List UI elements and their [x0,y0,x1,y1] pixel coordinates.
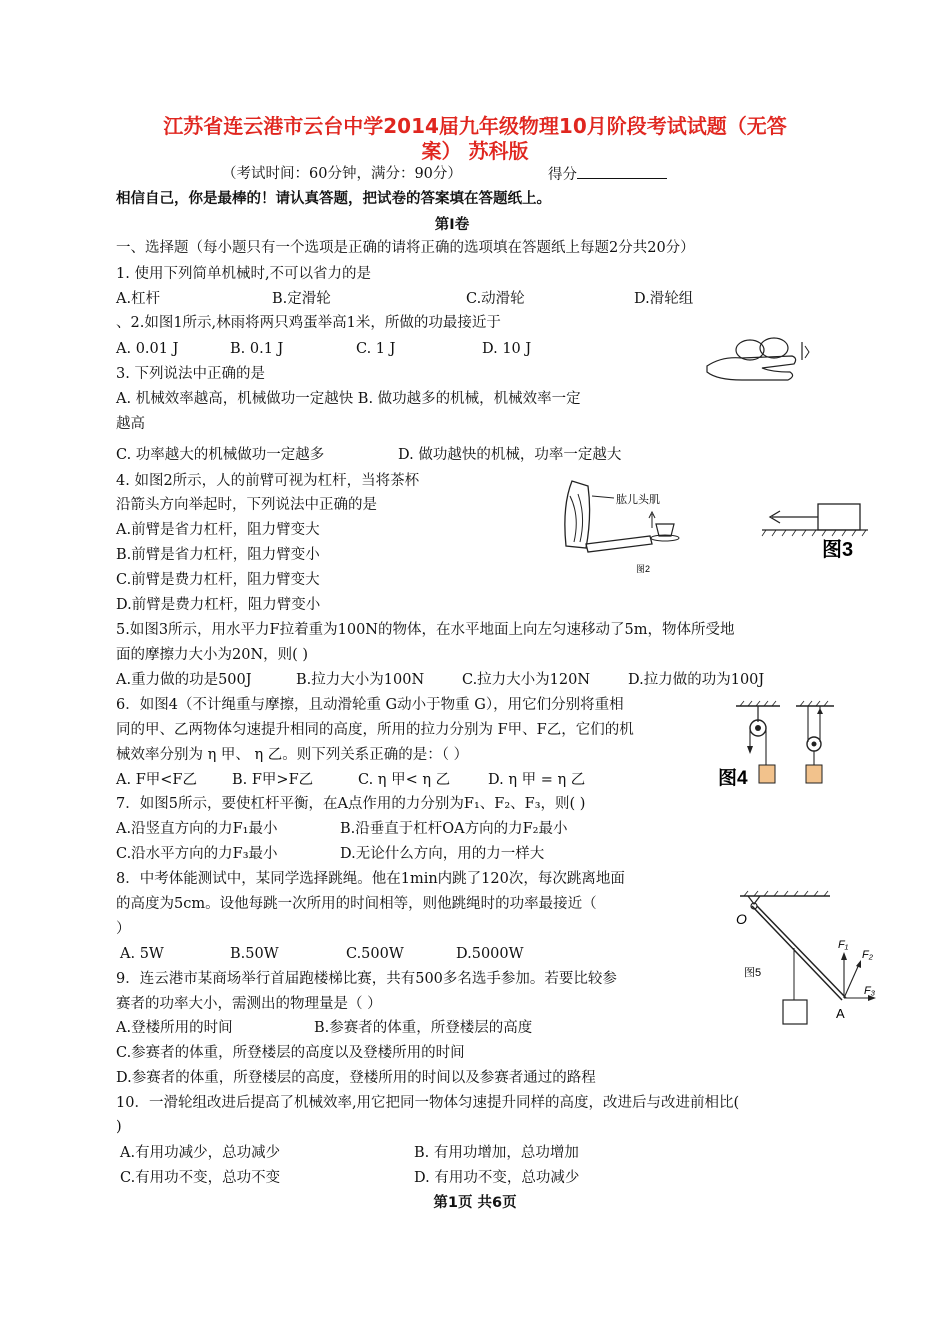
exam-info: （考试时间：60分钟，满分：90分） [222,166,462,182]
figure-3-label: 图3 [822,539,854,561]
q8-option-a: A. 5W [120,946,164,962]
q7-stem: 7．如图5所示，要使杠杆平衡，在A点作用的力分别为F₁、F₂、F₃，则( ) [116,796,586,812]
figure-5-label: 图5 [744,967,762,979]
q9-option-b: B.参赛者的体重，所登楼层的高度 [314,1020,533,1036]
q9-option-a: A.登楼所用的时间 [116,1020,233,1036]
q10-option-c: C.有用功不变，总功不变 [120,1170,281,1186]
figure-5-point-a: A [836,1006,845,1021]
q10-option-a: A.有用功减少，总功减少 [120,1145,281,1161]
q10-stem-line1: 10．一滑轮组改进后提高了机械效率,用它把同一物体匀速提升同样的高度，改进后与改进前相比( [116,1095,740,1111]
q4-option-a: A.前臂是省力杠杆，阻力臂变大 [116,522,320,538]
q8-stem-line3: ） [116,921,131,937]
q1-option-d: D.滑轮组 [634,291,694,307]
figure-2-muscle-label: 肱儿头肌 [616,494,660,506]
q2-option-a: A. 0.01 J [116,341,179,357]
q9-option-d: D.参赛者的体重，所登楼层的高度，登楼所用的时间以及参赛者通过的路程 [116,1070,596,1086]
score-blank [577,164,667,179]
q4-option-c: C.前臂是费力杠杆，阻力臂变大 [116,572,320,588]
figure-4-pulleys [716,700,836,795]
q5-stem-line2: 面的摩擦力大小为20N，则( ) [116,647,309,663]
q10-stem-line2: ) [116,1119,122,1135]
q1-option-a: A.杠杆 [116,291,161,307]
section-heading: 一、选择题（每小题只有一个选项是正确的请将正确的选项填在答题纸上每题2分共20分） [116,240,695,256]
q4-option-d: D.前臂是费力杠杆，阻力臂变小 [116,597,321,613]
q6-option-d: D. η 甲 = η 乙 [488,772,586,788]
q3-option-b-cont: 越高 [116,416,145,432]
q7-option-c: C.沿水平方向的力F₃最小 [116,846,278,862]
q5-stem-line1: 5.如图3所示，用水平力F拉着重为100N的物体，在水平地面上向左匀速移动了5m，物体所受地 [116,622,735,638]
figure-2-forearm [552,476,702,576]
q6-stem-line1: 6．如图4（不计绳重与摩擦，且动滑轮重 G动小于物重 G），用它们分别将重相 [116,697,624,713]
q9-stem-line2: 赛者的功率大小，需测出的物理量是（ ） [116,996,382,1012]
q7-option-b: B.沿垂直于杠杆OA方向的力F₂最小 [340,821,568,837]
figure-5-point-o: O [736,911,747,927]
q3-option-ab: A. 机械效率越高，机械做功一定越快 B. 做功越多的机械，机械效率一定 [116,391,581,407]
figure-5-lever [730,890,880,1035]
figure-1-hand-eggs [702,328,822,383]
q5-option-c: C.拉力大小为120N [462,672,591,688]
q8-option-c: C.500W [346,946,404,962]
q6-option-c: C. η 甲< η 乙 [358,772,451,788]
figure-5-f1: F₁ [838,939,849,951]
q9-stem-line1: 9．连云港市某商场举行首届跑楼梯比赛，共有500多名选手参加。若要比较参 [116,971,617,987]
q4-stem-line1: 4. 如图2所示，人的前臂可视为杠杆，当将茶杯 [116,473,420,489]
q8-option-b: B.50W [230,946,279,962]
page-footer: 第1页 共6页 [433,1195,517,1211]
figure-3-block [760,500,870,560]
q2-stem: 、2.如图1所示,林雨将两只鸡蛋举高1米，所做的功最接近于 [116,315,501,331]
q5-option-a: A.重力做的功是500J [116,672,252,688]
score-field [548,164,667,185]
score-label: 得分 [548,167,577,183]
q3-stem: 3. 下列说法中正确的是 [116,366,265,382]
volume-heading: 第Ⅰ卷 [434,217,470,233]
q5-option-d: D.拉力做的功为100J [628,672,765,688]
q6-option-b: B. F甲>F乙 [232,772,314,788]
q2-option-d: D. 10 J [482,341,532,357]
q8-stem-line2: 的高度为5cm。设他每跳一次所用的时间相等，则他跳绳时的功率最接近（ [116,896,597,912]
figure-4-label: 图4 [718,768,748,789]
q5-option-b: B.拉力大小为100N [296,672,425,688]
q3-option-d: D. 做功越快的机械，功率一定越大 [398,447,622,463]
page-title-line1: 江苏省连云港市云台中学2014届九年级物理10月阶段考试试题（无答 [163,114,787,138]
q1-option-b: B.定滑轮 [272,291,331,307]
figure-5-f3: F₃ [864,985,876,997]
encourage-text: 相信自己，你是最棒的！请认真答题，把试卷的答案填在答题纸上。 [116,191,551,207]
q9-option-c: C.参赛者的体重，所登楼层的高度以及登楼所用的时间 [116,1045,465,1061]
q4-option-b: B.前臂是省力杠杆，阻力臂变小 [116,547,320,563]
page-title-line2: 案） 苏科版 [421,139,529,163]
q2-option-c: C. 1 J [356,341,396,357]
q8-option-d: D.5000W [456,946,524,962]
figure-2-label: 图2 [636,564,651,574]
q10-option-d: D. 有用功不变，总功减少 [414,1170,580,1186]
q3-option-c: C. 功率越大的机械做功一定越多 [116,447,325,463]
q6-stem-line2: 同的甲、乙两物体匀速提升相同的高度，所用的拉力分别为 F甲、F乙，它们的机 [116,722,634,738]
figure-5-f2: F₂ [862,949,873,961]
q10-option-b: B. 有用功增加，总功增加 [414,1145,579,1161]
q6-stem-line3: 械效率分别为 η 甲、 η 乙。则下列关系正确的是：（ ） [116,747,469,763]
q7-option-d: D.无论什么方向，用的力一样大 [340,846,545,862]
q6-option-a: A. F甲<F乙 [116,772,197,788]
q8-stem-line1: 8．中考体能测试中，某同学选择跳绳。他在1min内跳了120次，每次跳离地面 [116,871,625,887]
q2-option-b: B. 0.1 J [230,341,284,357]
q1-stem: 1. 使用下列简单机械时,不可以省力的是 [116,266,372,282]
q7-option-a: A.沿竖直方向的力F₁最小 [116,821,278,837]
q1-option-c: C.动滑轮 [466,291,525,307]
q4-stem-line2: 沿箭头方向举起时，下列说法中正确的是 [116,497,377,513]
